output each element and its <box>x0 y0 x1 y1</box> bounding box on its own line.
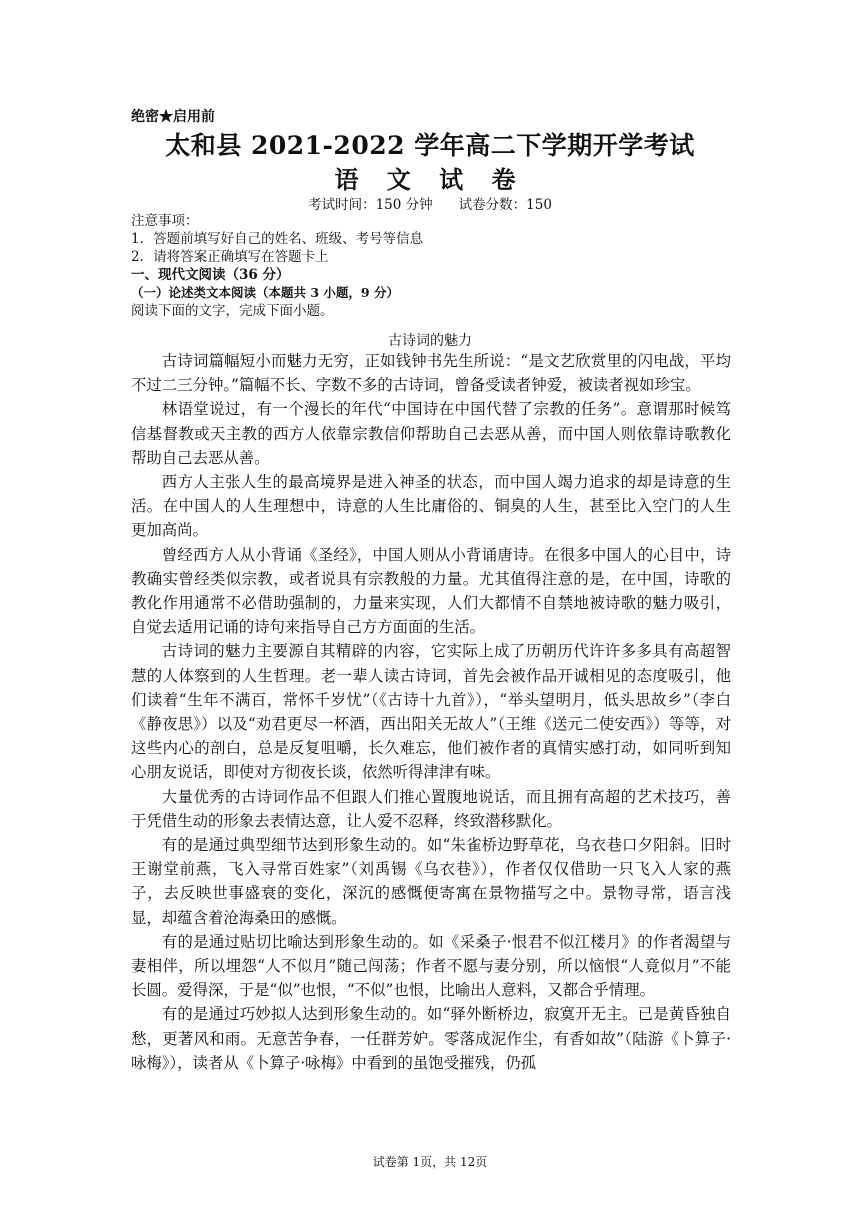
article-body <box>131 349 731 1075</box>
notes-heading: 注意事项： <box>131 213 199 229</box>
notes-block <box>131 212 731 320</box>
section-title: 一、现代文阅读（36 分） <box>131 267 290 283</box>
article-paragraph: 古诗词的魅力主要源自其精辟的内容，它实际上成了历朝历代许许多多具有高超智慧的人体察到的人生哲理。老一辈人读古诗词，首先会被作品开诚相见的态度吸引，他们读着“生年不满百，常怀千岁忧”（《古诗十九首》），“举头望明月，低头思故乡”（李白《静夜思》）以及“劝君更尽一杯酒，西出阳关无故人”（王维《送元二使安西》）等等，对这些内心的剖白，总是反复咀嚼，长久难忘，他们被作者的真情实感打动，如同听到知心朋友说话，即使对方彻夜长谈，依然听得津津有味。 <box>131 642 731 782</box>
article-paragraph: 有的是通过贴切比喻达到形象生动的。如《采桑子·恨君不似江楼月》的作者渴望与妻相伴，所以埋怨“人不似月”随己闯荡；作者不愿与妻分别，所以恼恨“人竟似月”不能长圆。爱得深，于是“似”也恨，“不似”也恨，比喻出人意料，又都合乎情理。 <box>131 932 731 1000</box>
article-paragraph: 西方人主张人生的最高境界是进入神圣的状态，而中国人竭力追求的却是诗意的生活。在中国人的人生理想中，诗意的人生比庸俗的、铜臭的人生，甚至比入空门的人生更加高尚。 <box>131 473 731 540</box>
article-paragraph: 大量优秀的古诗词作品不但跟人们推心置腹地说话，而且拥有高超的艺术技巧，善于凭借生动的形象去表情达意，让人爱不忍释，终致潜移默化。 <box>131 787 731 830</box>
article-paragraph: 有的是通过巧妙拟人达到形象生动的。如“驿外断桥边，寂寞开无主。已是黄昏独自愁，更著风和雨。无意苦争春，一任群芳妒。零落成泥作尘，有香如故”（陆游《卜算子·咏梅》），读者从《卜算子·咏梅》中看到的虽饱受摧残，仍孤 <box>131 1005 731 1072</box>
exam-time: 考试时间：150 分钟 <box>308 197 433 213</box>
article-paragraph: 曾经西方人从小背诵《圣经》，中国人则从小背诵唐诗。在很多中国人的心目中，诗教确实曾经类似宗教，或者说具有宗教般的力量。尤其值得注意的是，在中国，诗歌的教化作用通常不必借助强制的，力量来实现，人们大都情不自禁地被诗歌的魅力吸引，自觉去适用记诵的诗句来指导自己方方面面的生活。 <box>131 545 731 637</box>
exam-info <box>0 193 860 213</box>
article-paragraph: 林语堂说过，有一个漫长的年代“中国诗在中国代替了宗教的任务”。意谓那时候笃信基督教或天主教的西方人依靠宗教信仰帮助自己去恶从善，而中国人则依靠诗歌教化帮助自己去恶从善。 <box>131 400 731 467</box>
confidential-label: 绝密★启用前 <box>131 109 215 125</box>
exam-subtitle: 语 文 试 卷 <box>334 165 526 194</box>
note-item: 2．请将答案正确填写在答题卡上 <box>131 249 329 265</box>
article-paragraph: 有的是通过典型细节达到形象生动的。如“朱雀桥边野草花，乌衣巷口夕阳斜。旧时王谢堂前燕，飞入寻常百姓家”（刘禹锡《乌衣巷》），作者仅仅借助一只飞入人家的燕子，去反映世事盛衰的变化，深沉的感慨便寄寓在景物描写之中。景物寻常，语言浅显，却蕴含着沧海桑田的感慨。 <box>131 836 731 927</box>
page-footer: 试卷第 1页，共 12页 <box>372 1155 488 1169</box>
exam-score: 试卷分数：150 <box>458 197 552 213</box>
reading-instruction: 阅读下面的文字，完成下面小题。 <box>131 303 334 319</box>
article-title: 古诗词的魅力 <box>388 333 472 349</box>
article-paragraph: 古诗词篇幅短小而魅力无穷，正如钱钟书先生所说：“是文艺欣赏里的闪电战，平均不过二三分钟。”篇幅不长、字数不多的古诗词，曾备受读者钟爱，被读者视如珍宝。 <box>131 352 731 395</box>
note-item: 1．答题前填写好自己的姓名、班级、考号等信息 <box>131 231 424 247</box>
subsection-title: （一）论述类文本阅读（本题共 3 小题，9 分） <box>131 285 399 300</box>
exam-title: 太和县 2021-2022 学年高二下学期开学考试 <box>165 131 695 160</box>
